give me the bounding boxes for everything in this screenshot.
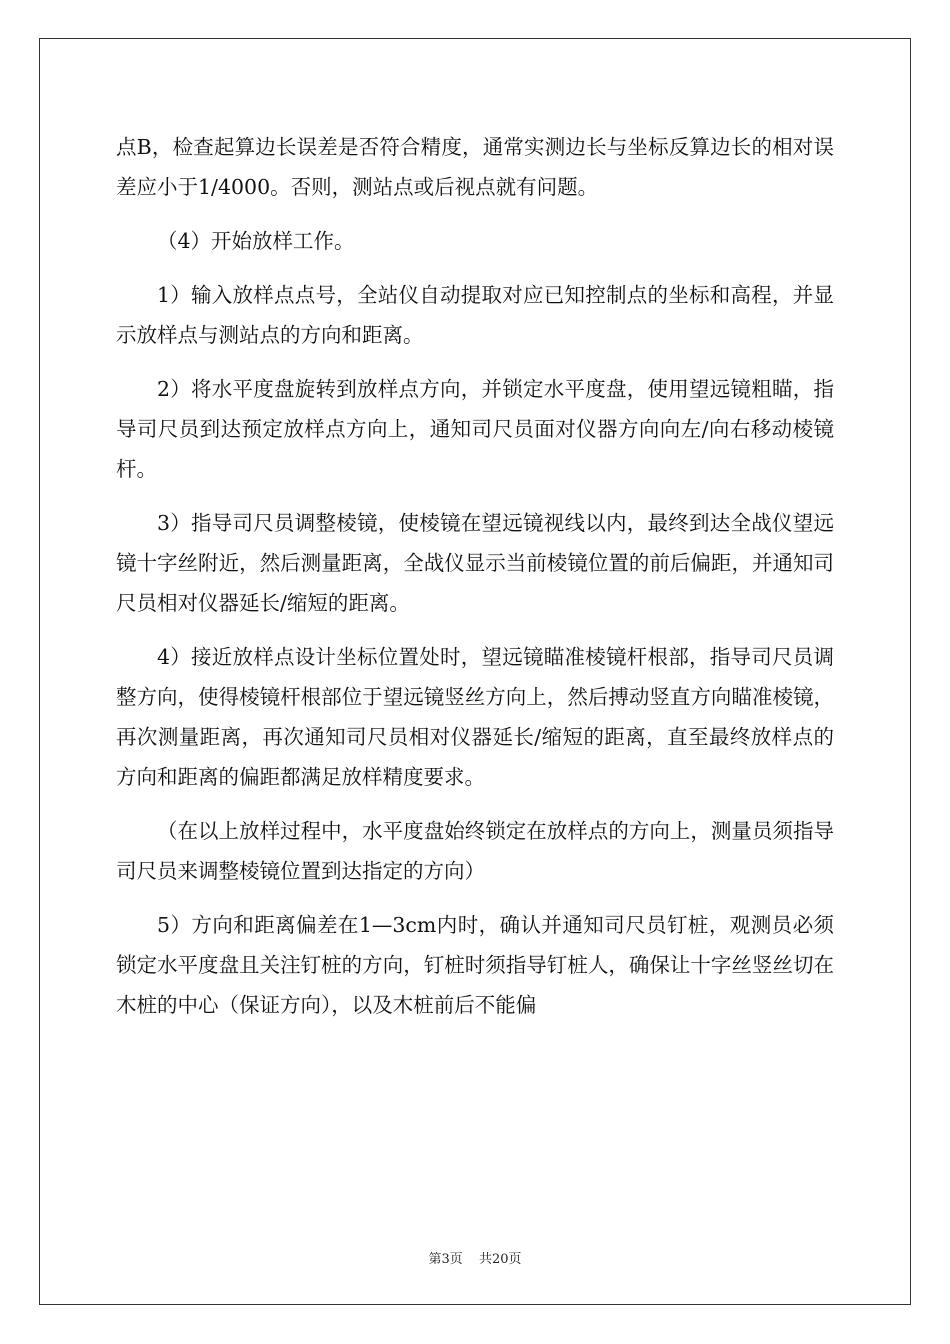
page-footer	[0, 1248, 950, 1267]
paragraph-8: 5）方向和距离偏差在1—3cm内时，确认并通知司尺员钉桩，观测员必须锁定水平度盘且关注钉桩的方向，钉桩时须指导钉桩人，确保让十字丝竖丝切在木桩的中心（保证方向），以及木桩前后不能偏	[116, 913, 834, 1017]
paragraph-4: 2）将水平度盘旋转到放样点方向，并锁定水平度盘，使用望远镜粗瞄，指导司尺员到达预定放样点方向上，通知司尺员面对仪器方向向左/向右移动棱镜杆。	[116, 377, 834, 481]
paragraph-5: 3）指导司尺员调整棱镜，使棱镜在望远镜视线以内，最终到达全战仪望远镜十字丝附近，然后测量距离，全战仪显示当前棱镜位置的前后偏距，并通知司尺员相对仪器延长/缩短的距离。	[116, 511, 834, 615]
paragraph-7: （在以上放样过程中，水平度盘始终锁定在放样点的方向上，测量员须指导司尺员来调整棱镜位置到达指定的方向）	[116, 819, 834, 883]
paragraph-1: 点B，检查起算边长误差是否符合精度，通常实测边长与坐标反算边长的相对误差应小于1/4000。否则，测站点或后视点就有问题。	[116, 135, 834, 199]
paragraph-3: 1）输入放样点点号，全站仪自动提取对应已知控制点的坐标和高程，并显示放样点与测站点的方向和距离。	[116, 283, 834, 347]
paragraph-6: 4）接近放样点设计坐标位置处时，望远镜瞄准棱镜杆根部，指导司尺员调整方向，使得棱镜杆根部位于望远镜竖丝方向上，然后搏动竖直方向瞄准棱镜，再次测量距离，再次通知司尺员相对仪器延长/缩短的距离，直至最终放样点的方向和距离的偏距都满足放样精度要求。	[116, 645, 834, 789]
page-total: 共20页	[478, 1252, 522, 1267]
document-body	[116, 127, 834, 1039]
paragraph-2: （4）开始放样工作。	[157, 229, 355, 253]
page-number: 第3页	[428, 1252, 463, 1267]
